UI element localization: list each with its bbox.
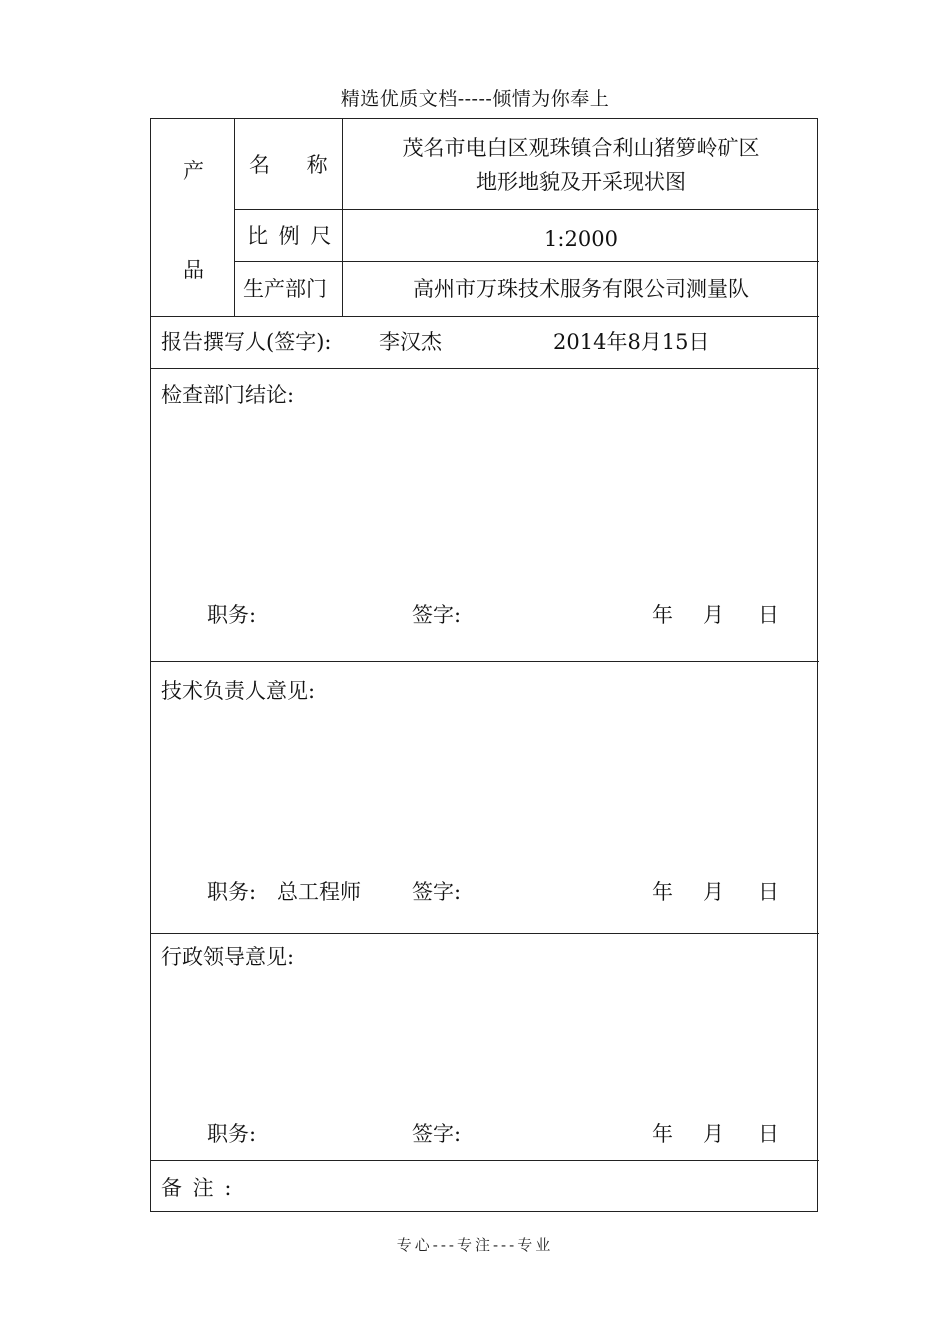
position-label: 职务: <box>207 603 257 627</box>
writer-label: 报告撰写人(签字): <box>161 330 332 354</box>
scale-label: 比 例 尺 <box>247 224 332 248</box>
divider <box>151 661 819 662</box>
dept-label: 生产部门 <box>243 277 327 301</box>
month-label: 月 <box>703 1122 724 1146</box>
section-title-tech-lead: 技术负责人意见: <box>161 679 316 703</box>
sign-label: 签字: <box>412 603 462 627</box>
name-value-line1: 茂名市电白区观珠镇合利山猪箩岭矿区 <box>402 136 760 160</box>
divider <box>151 1160 819 1161</box>
name-value-line2: 地形地貌及开采现状图 <box>476 170 686 194</box>
position-label: 职务: <box>207 1122 257 1146</box>
year-label: 年 <box>652 603 673 627</box>
day-label: 日 <box>758 1122 779 1146</box>
section-title-inspection: 检查部门结论: <box>161 383 295 407</box>
sign-label: 签字: <box>412 880 462 904</box>
divider <box>234 119 235 316</box>
section-title-admin: 行政领导意见: <box>161 945 295 969</box>
year-label: 年 <box>652 880 673 904</box>
month-label: 月 <box>703 880 724 904</box>
page-footer: 专心---专注---专业 <box>396 1236 554 1254</box>
scale-value: 1:2000 <box>544 227 618 251</box>
divider <box>234 261 819 262</box>
day-label: 日 <box>758 603 779 627</box>
name-label: 名 称 <box>249 153 328 177</box>
month-label: 月 <box>703 603 724 627</box>
remarks-label: 备 注 : <box>161 1176 232 1200</box>
product-label-top: 产 <box>183 159 204 183</box>
approval-form <box>150 118 818 1212</box>
dept-value: 高州市万珠技术服务有限公司测量队 <box>413 277 749 301</box>
divider <box>151 933 819 934</box>
divider <box>151 316 819 317</box>
sign-label: 签字: <box>412 1122 462 1146</box>
position-value: 总工程师 <box>277 880 361 904</box>
writer-name: 李汉杰 <box>379 330 442 354</box>
day-label: 日 <box>758 880 779 904</box>
report-date: 2014年8月15日 <box>553 330 710 354</box>
page-header: 精选优质文档-----倾情为你奉上 <box>340 88 610 110</box>
divider <box>151 368 819 369</box>
product-label-bottom: 品 <box>183 258 204 282</box>
position-label: 职务: <box>207 880 257 904</box>
year-label: 年 <box>652 1122 673 1146</box>
divider <box>234 209 819 210</box>
